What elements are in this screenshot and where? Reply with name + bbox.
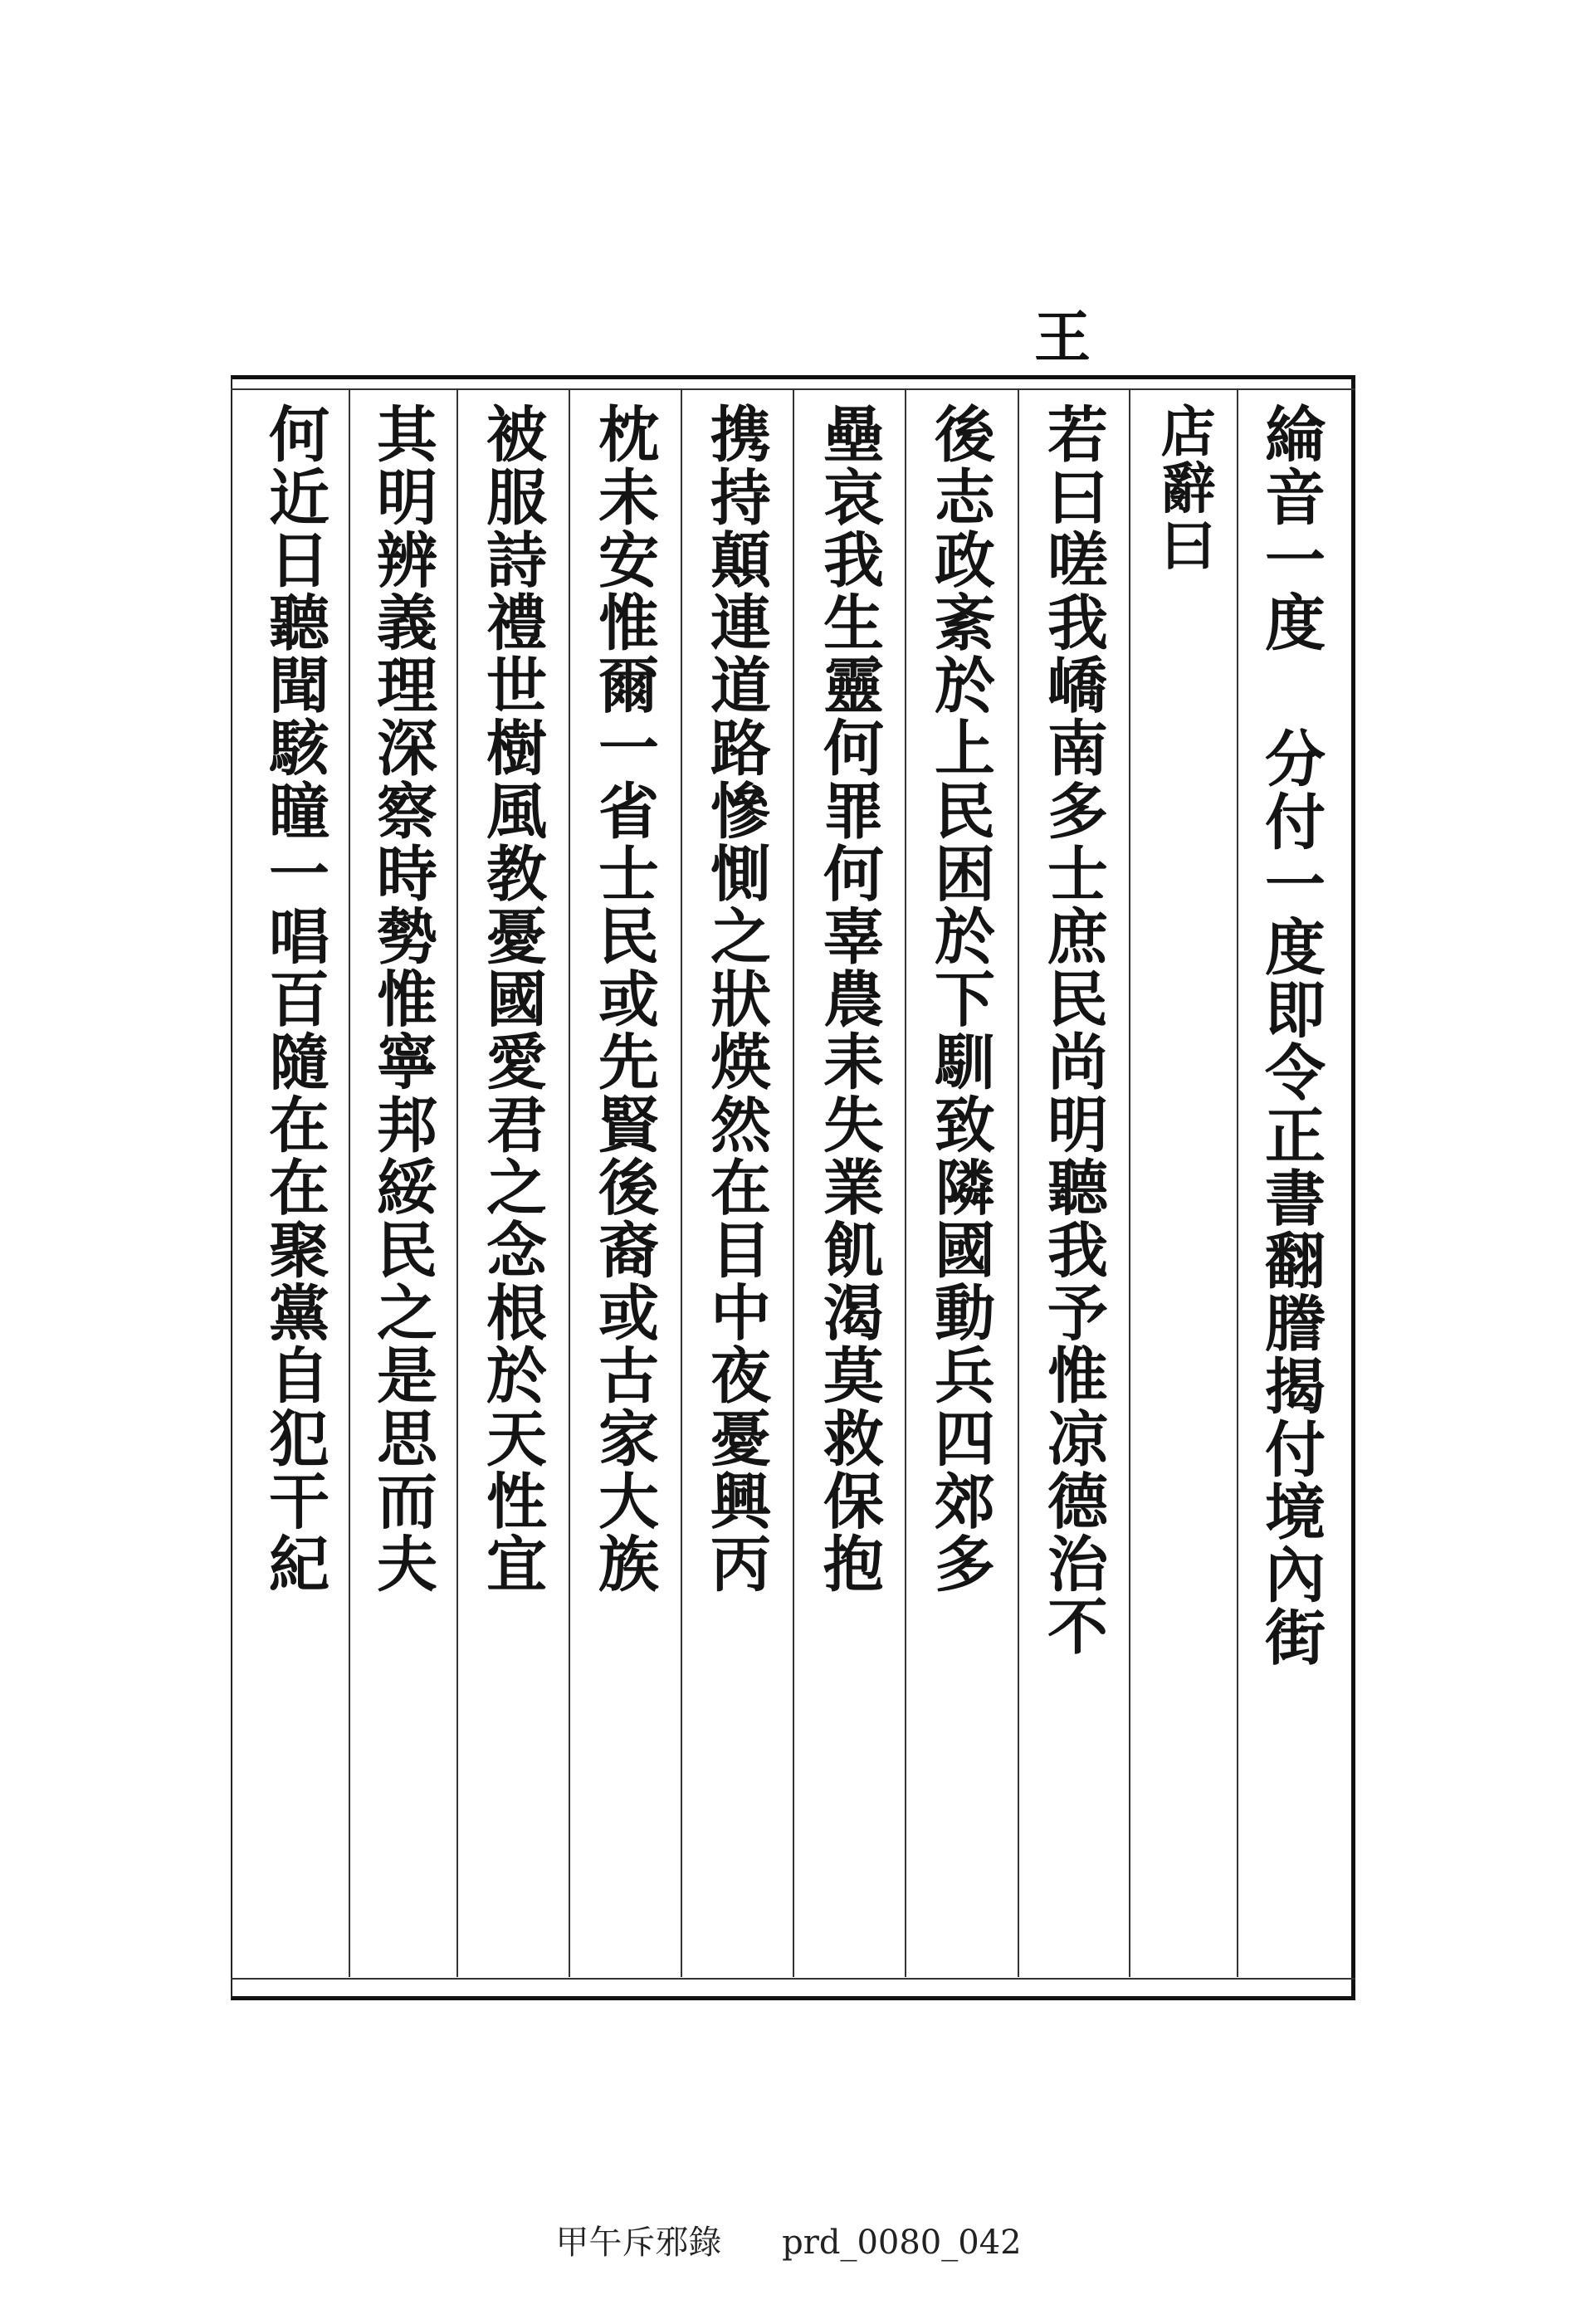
text-column-9: 其明辨義理深察時勢惟寧邦綏民之是思而夫 — [366, 403, 437, 1595]
page-heading: 王 — [1033, 305, 1091, 371]
text-column-8: 被服詩禮世樹風教憂國愛君之念根於天性宜 — [476, 403, 547, 1595]
text-column-3: 若曰嗟我嶠南多士庶民尚明聽我予惟凉德治不 — [1037, 403, 1108, 1658]
text-column-5: 壘哀我生靈何罪何辜農耒失業飢渴莫救保抱 — [813, 403, 884, 1595]
column-rule — [1129, 390, 1130, 1977]
book-title: 甲午斥邪錄 — [555, 2224, 722, 2262]
page-footer — [0, 2216, 1577, 2263]
text-column-6: 携持顛連道路慘惻之狀煐然在目中夜憂興丙 — [700, 403, 771, 1595]
text-column-1: 綸音一度 分付一度即令正書翻謄揭付境內街 — [1254, 403, 1326, 1668]
column-rule — [1018, 390, 1019, 1977]
column-rule — [905, 390, 906, 1977]
column-rule — [349, 390, 350, 1977]
column-rule — [1237, 390, 1238, 1977]
text-column-4: 後志政紊於上民困於下馴致隣國動兵四郊多 — [924, 403, 995, 1595]
column-rule — [793, 390, 794, 1977]
page-identifier: prd_0080_042 — [782, 2224, 1022, 2262]
frame-inner-bottom-rule — [231, 1978, 1355, 1980]
column-rule — [681, 390, 682, 1977]
text-column-2: 店辭曰 — [1151, 403, 1216, 574]
column-rule — [569, 390, 570, 1977]
column-rule — [456, 390, 458, 1977]
text-column-10: 何近日聽聞駭瞳一唱百隨在在聚黨自犯干紀 — [258, 403, 330, 1595]
text-column-7: 枕未安惟爾一省士民或先賢後裔或古家大族 — [588, 403, 659, 1595]
